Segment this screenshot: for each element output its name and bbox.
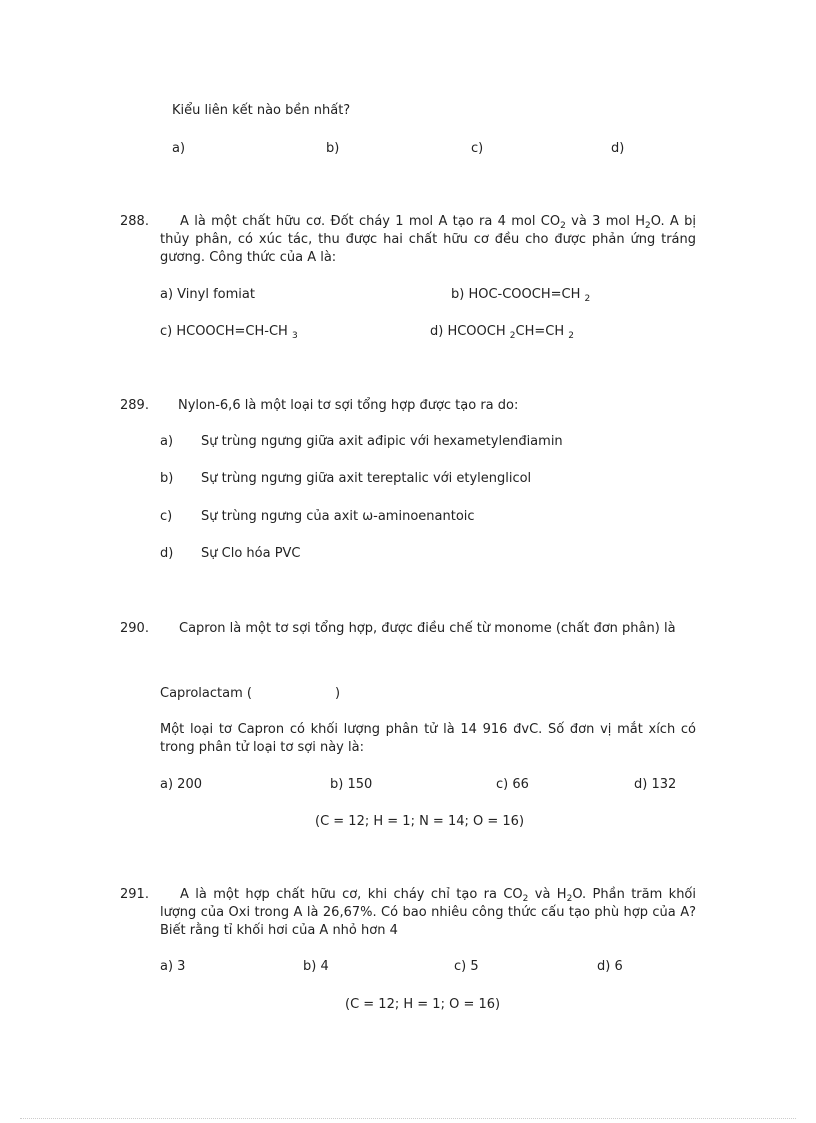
q291-option-a: a) 3 <box>160 959 186 974</box>
q289-number: 289. <box>120 398 149 413</box>
q287-option-d: d) <box>611 141 625 156</box>
q288-option-c: c) HCOOCH=CH-CH $_3$ <box>160 324 298 341</box>
q289-option-a-letter: a) <box>160 434 174 449</box>
q288-option-b: b) HOC-COOCH=CH $_2$ <box>451 287 591 304</box>
q289-stem: Nylon-6,6 là một loại tơ sợi tổng hợp được tạo ra do: <box>178 398 519 413</box>
q291-option-d: d) 6 <box>597 959 623 974</box>
q290-option-c: c) 66 <box>496 777 529 792</box>
q290-question: Một loại tơ Capron có khối lượng phân tử là 14 916 đvC. Số đơn vị mắt xích có trong phân tử loại tơ sợi này là: <box>160 722 696 755</box>
q289-option-d-text: Sự Clo hóa PVC <box>201 546 301 561</box>
q291-option-c: c) 5 <box>454 959 479 974</box>
q288-option-d: d) HCOOCH $_2$CH=CH $_2$ <box>430 324 574 341</box>
q290-stem: Capron là một tơ sợi tổng hợp, được điều chế từ monome (chất đơn phân) là <box>179 621 676 636</box>
q289-option-d-letter: d) <box>160 546 174 561</box>
q290-monomer-open: Caprolactam ( <box>160 686 252 701</box>
q289-option-a-text: Sự trùng ngưng giữa axit ađipic với hexametylenđiamin <box>201 434 563 449</box>
q291-option-b: b) 4 <box>303 959 329 974</box>
q288-number: 288. <box>120 214 149 229</box>
q288-option-a: a) Vinyl fomiat <box>160 287 255 302</box>
q290-atomic-masses: (C = 12; H = 1; N = 14; O = 16) <box>315 814 525 829</box>
q288-stem: A là một chất hữu cơ. Đốt cháy 1 mol A tạo ra 4 mol $CO_2$ và 3 mol $H_2O$. A bị thủy phân, có xúc tác, thu được hai chất hữu cơ đều cho được phản ứng tráng gương. Công thức của A là: <box>160 214 696 265</box>
q290-option-b: b) 150 <box>330 777 373 792</box>
q290-option-d: d) 132 <box>634 777 677 792</box>
q287-option-b: b) <box>326 141 340 156</box>
q291-stem: A là một hợp chất hữu cơ, khi cháy chỉ tạo ra $CO_2$ và $H_2O$. Phần trăm khối lượng của Oxi trong A là 26,67%. Có bao nhiêu công thức cấu tạo phù hợp của A? Biết rằng tỉ khối hơi của A nhỏ hơn 4 <box>160 887 696 938</box>
q291-number: 291. <box>120 887 149 902</box>
q287-option-c: c) <box>471 141 484 156</box>
q287-option-a: a) <box>172 141 186 156</box>
page-bottom-divider <box>20 1118 796 1119</box>
q289-option-b-text: Sự trùng ngưng giữa axit tereptalic với etylenglicol <box>201 471 532 486</box>
q290-number: 290. <box>120 621 149 636</box>
q289-option-b-letter: b) <box>160 471 174 486</box>
q289-option-c-text: Sự trùng ngưng của axit ω-aminoenantoic <box>201 509 475 524</box>
q287-stem: Kiểu liên kết nào bền nhất? <box>172 103 351 118</box>
q290-option-a: a) 200 <box>160 777 202 792</box>
q290-monomer-close: ) <box>335 686 341 701</box>
q291-atomic-masses: (C = 12; H = 1; O = 16) <box>345 997 501 1012</box>
q289-option-c-letter: c) <box>160 509 173 524</box>
